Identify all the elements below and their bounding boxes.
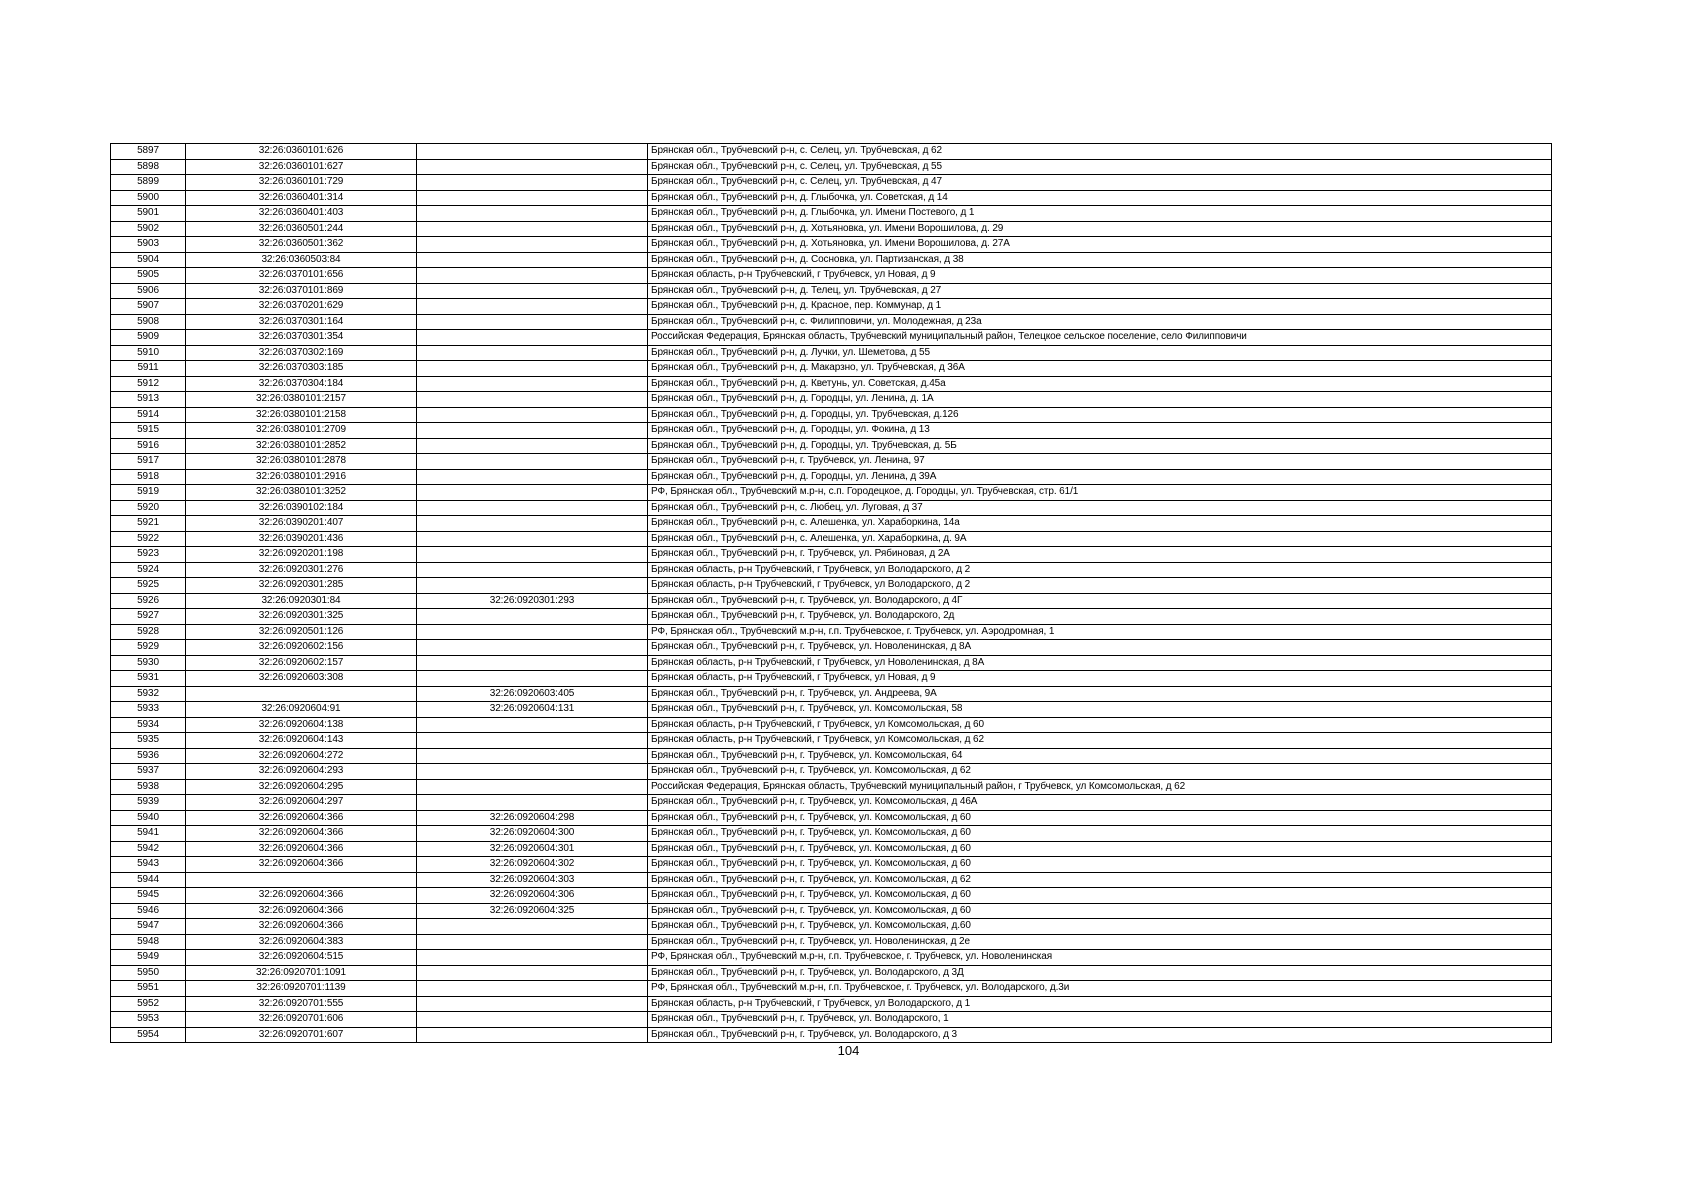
address-cell: Брянская обл., Трубчевский р-н, д. Лучки, ул. Шеметова, д 55 [648, 345, 1552, 361]
related-cadastral-number-cell: 32:26:0920603:405 [417, 686, 648, 702]
address-cell: Брянская обл., Трубчевский р-н, с. Филипповичи, ул. Молодежная, д 23а [648, 314, 1552, 330]
row-number-cell: 5912 [111, 376, 186, 392]
cadastral-number-cell: 32:26:0920604:295 [186, 779, 417, 795]
row-number-cell: 5941 [111, 826, 186, 842]
table-row [111, 283, 1552, 299]
related-cadastral-number-cell: 32:26:0920604:131 [417, 702, 648, 718]
row-number-cell: 5911 [111, 361, 186, 377]
address-cell: Брянская обл., Трубчевский р-н, г. Трубчевск, ул. Комсомольская, д 62 [648, 764, 1552, 780]
address-cell: Брянская область, р-н Трубчевский, г Трубчевск, ул Володарского, д 1 [648, 996, 1552, 1012]
related-cadastral-number-cell [417, 1027, 648, 1043]
cadastral-number-cell: 32:26:0920701:1139 [186, 981, 417, 997]
cadastral-number-cell: 32:26:0920604:366 [186, 826, 417, 842]
related-cadastral-number-cell [417, 950, 648, 966]
records-table-body [111, 144, 1552, 1043]
related-cadastral-number-cell [417, 547, 648, 563]
cadastral-number-cell: 32:26:0920501:126 [186, 624, 417, 640]
cadastral-number-cell: 32:26:0390201:407 [186, 516, 417, 532]
row-number-cell: 5899 [111, 175, 186, 191]
row-number-cell: 5901 [111, 206, 186, 222]
row-number-cell: 5906 [111, 283, 186, 299]
address-cell: Брянская обл., Трубчевский р-н, д. Городцы, ул. Трубчевская, д. 5Б [648, 438, 1552, 454]
address-cell: Брянская обл., Трубчевский р-н, д. Телец, ул. Трубчевская, д 27 [648, 283, 1552, 299]
cadastral-number-cell: 32:26:0360401:314 [186, 190, 417, 206]
table-row [111, 175, 1552, 191]
records-table [110, 143, 1552, 1043]
table-row [111, 717, 1552, 733]
cadastral-number-cell: 32:26:0920301:285 [186, 578, 417, 594]
address-cell: РФ, Брянская обл., Трубчевский м.р-н, г.п. Трубчевское, г. Трубчевск, ул. Новоленинская [648, 950, 1552, 966]
table-row [111, 748, 1552, 764]
row-number-cell: 5938 [111, 779, 186, 795]
related-cadastral-number-cell [417, 531, 648, 547]
cadastral-number-cell: 32:26:0370302:169 [186, 345, 417, 361]
address-cell: Брянская обл., Трубчевский р-н, г. Трубчевск, ул. Комсомольская, 58 [648, 702, 1552, 718]
row-number-cell: 5915 [111, 423, 186, 439]
related-cadastral-number-cell [417, 1012, 648, 1028]
row-number-cell: 5935 [111, 733, 186, 749]
table-row [111, 609, 1552, 625]
related-cadastral-number-cell [417, 934, 648, 950]
address-cell: Брянская область, р-н Трубчевский, г Трубчевск, ул Володарского, д 2 [648, 578, 1552, 594]
table-row [111, 733, 1552, 749]
address-cell: Брянская область, р-н Трубчевский, г Трубчевск, ул Комсомольская, д 62 [648, 733, 1552, 749]
row-number-cell: 5946 [111, 903, 186, 919]
address-cell: Брянская обл., Трубчевский р-н, д. Городцы, ул. Ленина, д. 1А [648, 392, 1552, 408]
related-cadastral-number-cell [417, 190, 648, 206]
row-number-cell: 5908 [111, 314, 186, 330]
related-cadastral-number-cell [417, 795, 648, 811]
table-row [111, 345, 1552, 361]
cadastral-number-cell: 32:26:0920604:366 [186, 903, 417, 919]
row-number-cell: 5922 [111, 531, 186, 547]
related-cadastral-number-cell: 32:26:0920604:325 [417, 903, 648, 919]
related-cadastral-number-cell [417, 361, 648, 377]
cadastral-number-cell: 32:26:0390102:184 [186, 500, 417, 516]
row-number-cell: 5921 [111, 516, 186, 532]
cadastral-number-cell: 32:26:0370301:164 [186, 314, 417, 330]
row-number-cell: 5932 [111, 686, 186, 702]
address-cell: Брянская обл., Трубчевский р-н, д. Сосновка, ул. Партизанская, д 38 [648, 252, 1552, 268]
address-cell: Брянская обл., Трубчевский р-н, д. Макарзно, ул. Трубчевская, д 36А [648, 361, 1552, 377]
related-cadastral-number-cell [417, 764, 648, 780]
cadastral-number-cell: 32:26:0920604:515 [186, 950, 417, 966]
table-row [111, 593, 1552, 609]
row-number-cell: 5919 [111, 485, 186, 501]
address-cell: РФ, Брянская обл., Трубчевский м.р-н, г.п. Трубчевское, г. Трубчевск, ул. Аэродромная, 1 [648, 624, 1552, 640]
cadastral-number-cell: 32:26:0370304:184 [186, 376, 417, 392]
row-number-cell: 5898 [111, 159, 186, 175]
row-number-cell: 5904 [111, 252, 186, 268]
related-cadastral-number-cell [417, 330, 648, 346]
cadastral-number-cell: 32:26:0370303:185 [186, 361, 417, 377]
address-cell: Брянская обл., Трубчевский р-н, г. Трубчевск, ул. Рябиновая, д 2А [648, 547, 1552, 563]
address-cell: Брянская обл., Трубчевский р-н, с. Алешенка, ул. Хараборкина, д. 9А [648, 531, 1552, 547]
cadastral-number-cell: 32:26:0920701:555 [186, 996, 417, 1012]
table-row [111, 423, 1552, 439]
row-number-cell: 5945 [111, 888, 186, 904]
address-cell: Брянская область, р-н Трубчевский, г Трубчевск, ул Новая, д 9 [648, 268, 1552, 284]
related-cadastral-number-cell [417, 562, 648, 578]
table-row [111, 376, 1552, 392]
address-cell: Брянская область, р-н Трубчевский, г Трубчевск, ул Новая, д 9 [648, 671, 1552, 687]
related-cadastral-number-cell [417, 516, 648, 532]
related-cadastral-number-cell [417, 965, 648, 981]
row-number-cell: 5918 [111, 469, 186, 485]
row-number-cell: 5953 [111, 1012, 186, 1028]
related-cadastral-number-cell [417, 779, 648, 795]
related-cadastral-number-cell [417, 717, 648, 733]
table-row [111, 454, 1552, 470]
table-row [111, 299, 1552, 315]
table-row [111, 841, 1552, 857]
table-row [111, 268, 1552, 284]
table-row [111, 361, 1552, 377]
address-cell: Брянская область, р-н Трубчевский, г Трубчевск, ул Володарского, д 2 [648, 562, 1552, 578]
table-row [111, 950, 1552, 966]
address-cell: Брянская обл., Трубчевский р-н, г. Трубчевск, ул. Комсомольская, д.60 [648, 919, 1552, 935]
row-number-cell: 5936 [111, 748, 186, 764]
address-cell: Брянская обл., Трубчевский р-н, д. Кветунь, ул. Советская, д.45а [648, 376, 1552, 392]
cadastral-number-cell [186, 872, 417, 888]
row-number-cell: 5951 [111, 981, 186, 997]
row-number-cell: 5926 [111, 593, 186, 609]
cadastral-number-cell: 32:26:0920301:84 [186, 593, 417, 609]
address-cell: Брянская обл., Трубчевский р-н, д. Городцы, ул. Ленина, д 39А [648, 469, 1552, 485]
related-cadastral-number-cell [417, 609, 648, 625]
table-row [111, 779, 1552, 795]
address-cell: Брянская обл., Трубчевский р-н, с. Селец, ул. Трубчевская, д 47 [648, 175, 1552, 191]
cadastral-number-cell: 32:26:0920604:293 [186, 764, 417, 780]
address-cell: Брянская обл., Трубчевский р-н, д. Городцы, ул. Фокина, д 13 [648, 423, 1552, 439]
table-row [111, 500, 1552, 516]
row-number-cell: 5947 [111, 919, 186, 935]
table-row [111, 159, 1552, 175]
address-cell: Брянская обл., Трубчевский р-н, с. Селец, ул. Трубчевская, д 55 [648, 159, 1552, 175]
table-row [111, 206, 1552, 222]
row-number-cell: 5923 [111, 547, 186, 563]
cadastral-number-cell: 32:26:0380101:2916 [186, 469, 417, 485]
related-cadastral-number-cell [417, 345, 648, 361]
address-cell: Брянская обл., Трубчевский р-н, г. Трубчевск, ул. Новоленинская, д 2е [648, 934, 1552, 950]
address-cell: РФ, Брянская обл., Трубчевский м.р-н, г.п. Трубчевское, г. Трубчевск, ул. Володарского, д.3и [648, 981, 1552, 997]
cadastral-number-cell: 32:26:0370101:869 [186, 283, 417, 299]
row-number-cell: 5949 [111, 950, 186, 966]
table-row [111, 407, 1552, 423]
cadastral-number-cell: 32:26:0360101:627 [186, 159, 417, 175]
address-cell: Российская Федерация, Брянская область, Трубчевский муниципальный район, г Трубчевск, ул Комсомольская, д 62 [648, 779, 1552, 795]
table-row [111, 547, 1552, 563]
related-cadastral-number-cell [417, 159, 648, 175]
cadastral-number-cell: 32:26:0920604:143 [186, 733, 417, 749]
table-row [111, 1012, 1552, 1028]
related-cadastral-number-cell [417, 500, 648, 516]
related-cadastral-number-cell [417, 268, 648, 284]
cadastral-number-cell: 32:26:0920301:325 [186, 609, 417, 625]
cadastral-number-cell: 32:26:0370301:354 [186, 330, 417, 346]
table-row [111, 857, 1552, 873]
cadastral-number-cell: 32:26:0380101:2709 [186, 423, 417, 439]
table-row [111, 330, 1552, 346]
address-cell: Брянская обл., Трубчевский р-н, г. Трубчевск, ул. Андреева, 9А [648, 686, 1552, 702]
table-row [111, 1027, 1552, 1043]
related-cadastral-number-cell: 32:26:0920604:301 [417, 841, 648, 857]
address-cell: Брянская обл., Трубчевский р-н, г. Трубчевск, ул. Володарского, д 4Г [648, 593, 1552, 609]
table-row [111, 531, 1552, 547]
cadastral-number-cell: 32:26:0920604:138 [186, 717, 417, 733]
address-cell: Брянская область, р-н Трубчевский, г Трубчевск, ул Новоленинская, д 8А [648, 655, 1552, 671]
table-row [111, 934, 1552, 950]
related-cadastral-number-cell [417, 919, 648, 935]
related-cadastral-number-cell [417, 981, 648, 997]
address-cell: Брянская обл., Трубчевский р-н, с. Любец, ул. Луговая, д 37 [648, 500, 1552, 516]
address-cell: Брянская обл., Трубчевский р-н, г. Трубчевск, ул. Комсомольская, д 60 [648, 810, 1552, 826]
related-cadastral-number-cell [417, 996, 648, 1012]
cadastral-number-cell: 32:26:0370201:629 [186, 299, 417, 315]
row-number-cell: 5910 [111, 345, 186, 361]
related-cadastral-number-cell [417, 407, 648, 423]
related-cadastral-number-cell [417, 640, 648, 656]
cadastral-number-cell: 32:26:0920701:1091 [186, 965, 417, 981]
row-number-cell: 5909 [111, 330, 186, 346]
table-row [111, 237, 1552, 253]
address-cell: Брянская обл., Трубчевский р-н, д. Хотьяновка, ул. Имени Ворошилова, д. 27А [648, 237, 1552, 253]
related-cadastral-number-cell [417, 485, 648, 501]
related-cadastral-number-cell [417, 671, 648, 687]
row-number-cell: 5929 [111, 640, 186, 656]
row-number-cell: 5900 [111, 190, 186, 206]
row-number-cell: 5920 [111, 500, 186, 516]
cadastral-number-cell: 32:26:0920701:607 [186, 1027, 417, 1043]
row-number-cell: 5950 [111, 965, 186, 981]
related-cadastral-number-cell: 32:26:0920604:300 [417, 826, 648, 842]
table-row [111, 903, 1552, 919]
table-row [111, 438, 1552, 454]
address-cell: Брянская обл., Трубчевский р-н, г. Трубчевск, ул. Комсомольская, 64 [648, 748, 1552, 764]
row-number-cell: 5917 [111, 454, 186, 470]
table-row [111, 485, 1552, 501]
address-cell: Брянская обл., Трубчевский р-н, г. Трубчевск, ул. Володарского, 2д [648, 609, 1552, 625]
row-number-cell: 5924 [111, 562, 186, 578]
cadastral-number-cell: 32:26:0360101:626 [186, 144, 417, 160]
related-cadastral-number-cell [417, 314, 648, 330]
table-row [111, 872, 1552, 888]
cadastral-number-cell: 32:26:0920301:276 [186, 562, 417, 578]
cadastral-number-cell: 32:26:0360501:362 [186, 237, 417, 253]
address-cell: Брянская обл., Трубчевский р-н, д. Красное, пер. Коммунар, д 1 [648, 299, 1552, 315]
cadastral-number-cell: 32:26:0920604:366 [186, 810, 417, 826]
row-number-cell: 5903 [111, 237, 186, 253]
table-row [111, 144, 1552, 160]
cadastral-number-cell: 32:26:0920604:366 [186, 888, 417, 904]
cadastral-number-cell: 32:26:0380101:2878 [186, 454, 417, 470]
address-cell: Российская Федерация, Брянская область, Трубчевский муниципальный район, Телецкое сельское поселение, село Филипповичи [648, 330, 1552, 346]
address-cell: Брянская обл., Трубчевский р-н, г. Трубчевск, ул. Володарского, д 3Д [648, 965, 1552, 981]
table-row [111, 888, 1552, 904]
address-cell: РФ, Брянская обл., Трубчевский м.р-н, с.п. Городецкое, д. Городцы, ул. Трубчевская, стр. 61/1 [648, 485, 1552, 501]
cadastral-number-cell: 32:26:0920701:606 [186, 1012, 417, 1028]
related-cadastral-number-cell [417, 392, 648, 408]
row-number-cell: 5925 [111, 578, 186, 594]
related-cadastral-number-cell [417, 299, 648, 315]
row-number-cell: 5907 [111, 299, 186, 315]
row-number-cell: 5942 [111, 841, 186, 857]
row-number-cell: 5916 [111, 438, 186, 454]
address-cell: Брянская обл., Трубчевский р-н, д. Глыбочка, ул. Имени Постевого, д 1 [648, 206, 1552, 222]
table-row [111, 469, 1552, 485]
cadastral-number-cell: 32:26:0920602:156 [186, 640, 417, 656]
row-number-cell: 5902 [111, 221, 186, 237]
table-row [111, 221, 1552, 237]
related-cadastral-number-cell: 32:26:0920301:293 [417, 593, 648, 609]
cadastral-number-cell: 32:26:0360503:84 [186, 252, 417, 268]
related-cadastral-number-cell [417, 733, 648, 749]
table-row [111, 764, 1552, 780]
related-cadastral-number-cell [417, 221, 648, 237]
related-cadastral-number-cell [417, 283, 648, 299]
table-row [111, 965, 1552, 981]
row-number-cell: 5948 [111, 934, 186, 950]
table-row [111, 392, 1552, 408]
cadastral-number-cell: 32:26:0380101:2852 [186, 438, 417, 454]
address-cell: Брянская обл., Трубчевский р-н, г. Трубчевск, ул. Комсомольская, д 60 [648, 903, 1552, 919]
table-row [111, 578, 1552, 594]
address-cell: Брянская обл., Трубчевский р-н, г. Трубчевск, ул. Новоленинская, д 8А [648, 640, 1552, 656]
cadastral-number-cell: 32:26:0380101:2158 [186, 407, 417, 423]
related-cadastral-number-cell [417, 469, 648, 485]
address-cell: Брянская обл., Трубчевский р-н, г. Трубчевск, ул. Комсомольская, д 60 [648, 888, 1552, 904]
related-cadastral-number-cell [417, 578, 648, 594]
cadastral-number-cell: 32:26:0390201:436 [186, 531, 417, 547]
table-row [111, 562, 1552, 578]
related-cadastral-number-cell [417, 655, 648, 671]
table-row [111, 314, 1552, 330]
address-cell: Брянская обл., Трубчевский р-н, г. Трубчевск, ул. Комсомольская, д 62 [648, 872, 1552, 888]
cadastral-number-cell [186, 686, 417, 702]
table-row [111, 671, 1552, 687]
address-cell: Брянская обл., Трубчевский р-н, г. Трубчевск, ул. Ленина, 97 [648, 454, 1552, 470]
table-row [111, 252, 1552, 268]
row-number-cell: 5944 [111, 872, 186, 888]
row-number-cell: 5940 [111, 810, 186, 826]
table-row [111, 919, 1552, 935]
related-cadastral-number-cell [417, 206, 648, 222]
table-row [111, 826, 1552, 842]
related-cadastral-number-cell [417, 438, 648, 454]
cadastral-number-cell: 32:26:0920602:157 [186, 655, 417, 671]
cadastral-number-cell: 32:26:0920201:198 [186, 547, 417, 563]
cadastral-number-cell: 32:26:0920604:297 [186, 795, 417, 811]
related-cadastral-number-cell: 32:26:0920604:302 [417, 857, 648, 873]
row-number-cell: 5914 [111, 407, 186, 423]
row-number-cell: 5931 [111, 671, 186, 687]
related-cadastral-number-cell: 32:26:0920604:303 [417, 872, 648, 888]
cadastral-number-cell: 32:26:0920604:366 [186, 857, 417, 873]
related-cadastral-number-cell [417, 237, 648, 253]
table-row [111, 810, 1552, 826]
row-number-cell: 5897 [111, 144, 186, 160]
address-cell: Брянская обл., Трубчевский р-н, д. Городцы, ул. Трубчевская, д.126 [648, 407, 1552, 423]
address-cell: Брянская обл., Трубчевский р-н, г. Трубчевск, ул. Комсомольская, д 60 [648, 857, 1552, 873]
table-row [111, 702, 1552, 718]
row-number-cell: 5905 [111, 268, 186, 284]
cadastral-number-cell: 32:26:0920604:383 [186, 934, 417, 950]
row-number-cell: 5954 [111, 1027, 186, 1043]
cadastral-number-cell: 32:26:0370101:656 [186, 268, 417, 284]
table-row [111, 516, 1552, 532]
related-cadastral-number-cell [417, 175, 648, 191]
row-number-cell: 5927 [111, 609, 186, 625]
related-cadastral-number-cell [417, 423, 648, 439]
cadastral-number-cell: 32:26:0920603:308 [186, 671, 417, 687]
address-cell: Брянская обл., Трубчевский р-н, г. Трубчевск, ул. Володарского, д 3 [648, 1027, 1552, 1043]
row-number-cell: 5930 [111, 655, 186, 671]
table-row [111, 640, 1552, 656]
cadastral-number-cell: 32:26:0380101:2157 [186, 392, 417, 408]
address-cell: Брянская обл., Трубчевский р-н, г. Трубчевск, ул. Комсомольская, д 60 [648, 826, 1552, 842]
related-cadastral-number-cell [417, 454, 648, 470]
address-cell: Брянская обл., Трубчевский р-н, г. Трубчевск, ул. Комсомольская, д 60 [648, 841, 1552, 857]
row-number-cell: 5933 [111, 702, 186, 718]
table-row [111, 655, 1552, 671]
table-row [111, 624, 1552, 640]
cadastral-number-cell: 32:26:0360501:244 [186, 221, 417, 237]
cadastral-number-cell: 32:26:0920604:366 [186, 919, 417, 935]
table-row [111, 190, 1552, 206]
row-number-cell: 5928 [111, 624, 186, 640]
row-number-cell: 5934 [111, 717, 186, 733]
address-cell: Брянская обл., Трубчевский р-н, с. Алешенка, ул. Хараборкина, 14а [648, 516, 1552, 532]
cadastral-number-cell: 32:26:0380101:3252 [186, 485, 417, 501]
address-cell: Брянская обл., Трубчевский р-н, г. Трубчевск, ул. Комсомольская, д 46А [648, 795, 1552, 811]
related-cadastral-number-cell [417, 376, 648, 392]
row-number-cell: 5943 [111, 857, 186, 873]
table-row [111, 981, 1552, 997]
cadastral-number-cell: 32:26:0920604:366 [186, 841, 417, 857]
address-cell: Брянская обл., Трубчевский р-н, г. Трубчевск, ул. Володарского, 1 [648, 1012, 1552, 1028]
related-cadastral-number-cell [417, 144, 648, 160]
row-number-cell: 5952 [111, 996, 186, 1012]
table-row [111, 795, 1552, 811]
related-cadastral-number-cell [417, 748, 648, 764]
related-cadastral-number-cell: 32:26:0920604:298 [417, 810, 648, 826]
cadastral-number-cell: 32:26:0920604:272 [186, 748, 417, 764]
address-cell: Брянская область, р-н Трубчевский, г Трубчевск, ул Комсомольская, д 60 [648, 717, 1552, 733]
related-cadastral-number-cell: 32:26:0920604:306 [417, 888, 648, 904]
row-number-cell: 5939 [111, 795, 186, 811]
page-number: 104 [837, 1043, 860, 1058]
cadastral-number-cell: 32:26:0360101:729 [186, 175, 417, 191]
related-cadastral-number-cell [417, 624, 648, 640]
row-number-cell: 5913 [111, 392, 186, 408]
address-cell: Брянская обл., Трубчевский р-н, д. Хотьяновка, ул. Имени Ворошилова, д. 29 [648, 221, 1552, 237]
cadastral-number-cell: 32:26:0360401:403 [186, 206, 417, 222]
table-row [111, 686, 1552, 702]
table-row [111, 996, 1552, 1012]
cadastral-number-cell: 32:26:0920604:91 [186, 702, 417, 718]
address-cell: Брянская обл., Трубчевский р-н, с. Селец, ул. Трубчевская, д 62 [648, 144, 1552, 160]
address-cell: Брянская обл., Трубчевский р-н, д. Глыбочка, ул. Советская, д 14 [648, 190, 1552, 206]
related-cadastral-number-cell [417, 252, 648, 268]
row-number-cell: 5937 [111, 764, 186, 780]
